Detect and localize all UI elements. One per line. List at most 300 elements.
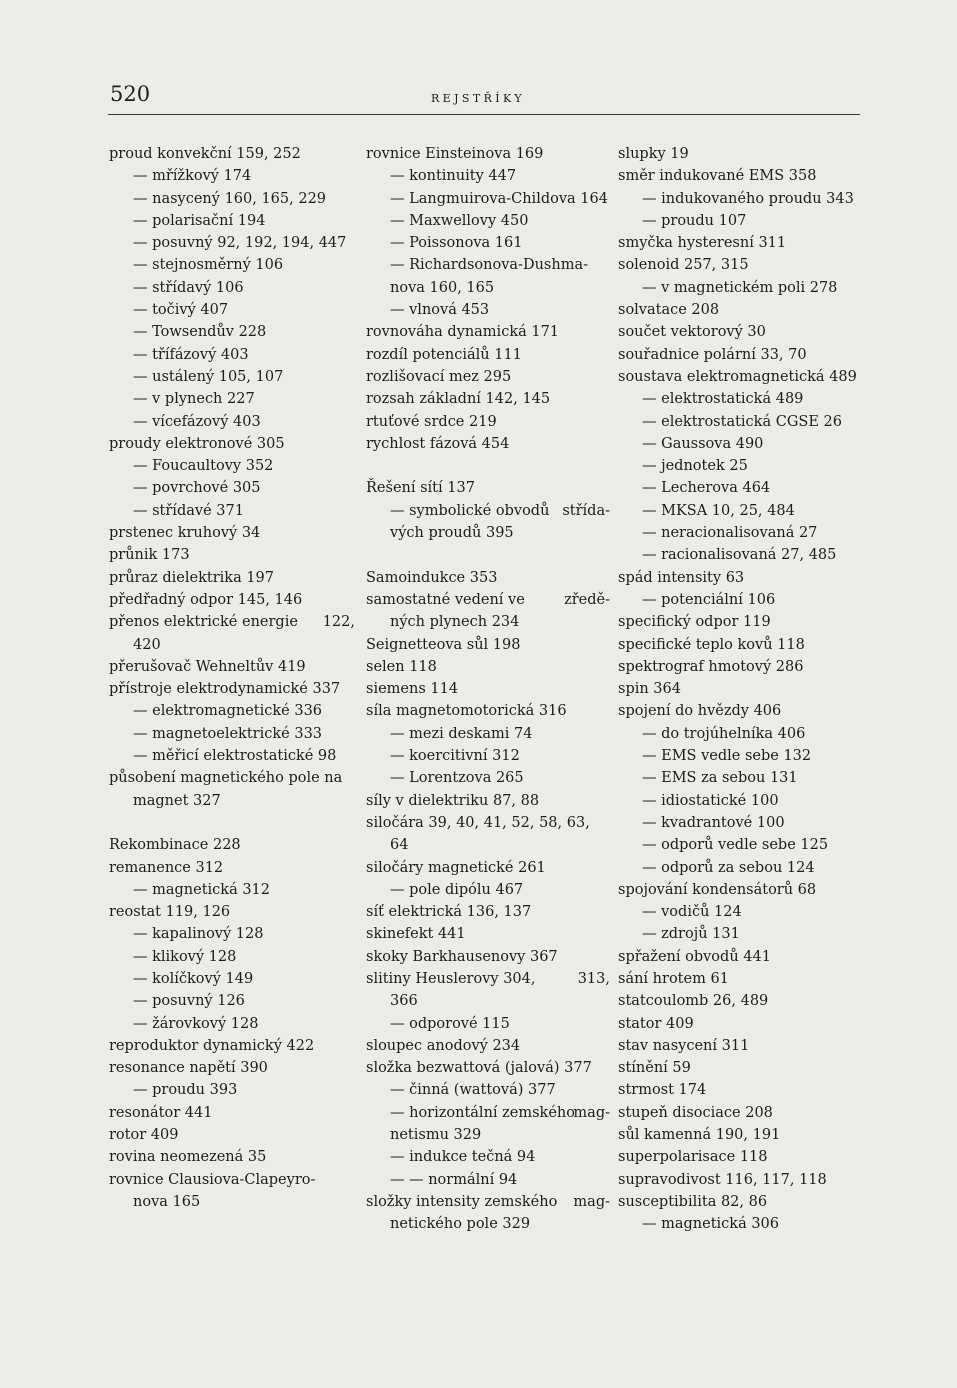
index-entry [618,1169,868,1191]
entry-text: spád intensity 63 [618,569,745,586]
index-entry [109,522,355,544]
index-entry [618,165,868,187]
entry-text: síly v dielektriku 87, 88 [366,792,540,809]
entry-text: rovina neomezená 35 [109,1149,267,1166]
entry-text: — střídavý 106 [133,279,244,296]
section-gap [109,812,355,834]
entry-text: — potenciální 106 [642,591,776,608]
entry-text: — Maxwellovy 450 [390,212,529,229]
entry-text: — měřicí elektrostatické 98 [133,748,337,765]
entry-text-continued: mag- [573,1193,610,1210]
index-subentry [109,990,355,1012]
entry-text: prstenec kruhový 34 [109,525,261,542]
entry-text: statcoulomb 26, 489 [618,993,769,1010]
entry-text: rotor 409 [109,1127,179,1144]
entry-text: — indukce tečná 94 [390,1149,536,1166]
entry-text: proud konvekční 159, 252 [109,146,301,162]
index-entry [109,433,355,455]
index-subentry [366,165,610,187]
index-entry [366,388,610,410]
entry-text: — v plynech 227 [133,391,255,408]
index-subentry [366,277,610,299]
entry-text: — posuvný 92, 192, 194, 447 [133,235,347,252]
entry-text: — vlnová 453 [390,302,490,319]
index-subentry [109,455,355,477]
index-entry [618,879,868,901]
index-subentry [366,1146,610,1168]
entry-text: stator 409 [618,1015,694,1032]
index-subentry [109,411,355,433]
index-subentry [618,455,868,477]
entry-text: — polarisační 194 [133,212,266,229]
entry-text: — kolíčkový 149 [133,970,254,987]
entry-text: — žárovkový 128 [133,1015,259,1032]
entry-text: — činná (wattová) 377 [390,1082,556,1099]
index-subentry [366,254,610,276]
entry-text: rozlišovací mez 295 [366,368,512,385]
index-subentry [618,433,868,455]
entry-text: složky intensity zemského [366,1193,558,1210]
entry-text: působení magnetického pole na [109,770,343,787]
index-subentry [109,388,355,410]
entry-text-continued: 122, [322,614,355,631]
index-subentry [109,745,355,767]
index-entry [618,366,868,388]
entry-text: rtuťové srdce 219 [366,413,497,430]
entry-text: proudy elektronové 305 [109,435,285,452]
entry-text: siločáry magnetické 261 [366,859,546,876]
index-entry [366,411,610,433]
index-subentry [366,723,610,745]
index-subentry [109,299,355,321]
entry-text: rychlost fázová 454 [366,435,510,452]
index-entry [109,678,355,700]
entry-text: spojování kondensátorů 68 [618,881,817,898]
entry-text: supravodivost 116, 117, 118 [618,1171,827,1188]
index-entry [109,544,355,566]
index-entry [109,767,355,789]
index-entry [109,1169,355,1191]
entry-text: — vodičů 124 [642,904,742,921]
index-subentry [366,1213,610,1235]
index-entry [109,567,355,589]
index-subentry [109,1079,355,1101]
entry-text: spojení do hvězdy 406 [618,703,782,720]
index-subentry [109,254,355,276]
entry-text: — — normální 94 [390,1171,518,1188]
index-subentry [618,210,868,232]
index-subentry [618,277,868,299]
entry-text: součet vektorový 30 [618,324,766,341]
entry-text: stínění 59 [618,1060,691,1077]
index-entry [366,1035,610,1057]
entry-text: superpolarisace 118 [618,1149,768,1166]
index-subentry [366,232,610,254]
entry-text: předřadný odpor 145, 146 [109,591,303,608]
index-subentry [109,923,355,945]
index-entry [618,968,868,990]
index-entry [109,1035,355,1057]
entry-text: — elektrostatická CGSE 26 [642,413,842,430]
index-entry [366,656,610,678]
entry-text: síť elektrická 136, 137 [366,904,532,921]
index-column-2 [366,143,610,1236]
index-entry [109,656,355,678]
index-entry [366,678,610,700]
entry-text: — magnetická 312 [133,881,271,898]
entry-text: specifické teplo kovů 118 [618,636,805,653]
index-entry [618,1146,868,1168]
index-subentry [109,634,355,656]
page-header [108,82,860,116]
index-entry [366,700,610,722]
entry-text: — symbolické obvodů [390,502,550,519]
entry-text: — zdrojů 131 [642,926,740,943]
index-subentry [366,1124,610,1146]
index-subentry [366,1169,610,1191]
entry-text: — MKSA 10, 25, 484 [642,502,795,519]
entry-text: — EMS vedle sebe 132 [642,748,812,765]
index-subentry [366,1102,610,1124]
index-entry [618,700,868,722]
entry-text: — Langmuirova-Childova 164 [390,190,608,207]
entry-text: — kapalinový 128 [133,926,264,943]
entry-text: — nasycený 160, 165, 229 [133,190,327,207]
index-subentry [618,388,868,410]
index-entry [618,990,868,1012]
index-entry [366,968,610,990]
index-subentry [366,879,610,901]
index-subentry [366,990,610,1012]
index-entry [366,344,610,366]
entry-text: Seignetteova sůl 198 [366,636,521,653]
index-entry [618,611,868,633]
page-number: 520 [110,82,151,106]
index-subentry [618,589,868,611]
index-subentry [366,767,610,789]
entry-text: Rekombinace 228 [109,837,241,854]
entry-text: nova 160, 165 [390,279,495,296]
entry-text: slitiny Heuslerovy 304, [366,970,536,987]
index-entry [366,366,610,388]
index-entry [109,1146,355,1168]
entry-text: selen 118 [366,658,437,675]
entry-text: spřažení obvodů 441 [618,948,771,965]
entry-text: Samoindukce 353 [366,569,498,586]
index-subentry [109,500,355,522]
section-gap [366,455,610,477]
index-subentry [109,344,355,366]
entry-text: — odporů vedle sebe 125 [642,837,829,854]
entry-text: směr indukované EMS 358 [618,168,817,185]
entry-text: reproduktor dynamický 422 [109,1037,315,1054]
index-subentry [618,901,868,923]
entry-text: sloupec anodový 234 [366,1037,521,1054]
entry-text: — Richardsonova-Dushma- [390,257,588,274]
entry-text: rovnice Clausiova-Clapeyro- [109,1171,316,1188]
index-subentry [109,277,355,299]
entry-text: — odporů za sebou 124 [642,859,815,876]
entry-text: — horizontální zemského [390,1104,575,1121]
entry-text: — posuvný 126 [133,993,245,1010]
index-subentry [366,210,610,232]
entry-text: stupeň disociace 208 [618,1104,773,1121]
entry-text: — magnetoelektrické 333 [133,725,323,742]
index-entry [618,1035,868,1057]
entry-text: — mřížkový 174 [133,168,252,185]
entry-text: Řešení sítí 137 [366,480,475,497]
index-subentry [109,366,355,388]
entry-text-continued: 313, [577,970,610,987]
entry-text: netismu 329 [390,1127,482,1144]
entry-text: nova 165 [133,1193,201,1210]
entry-text: — EMS za sebou 131 [642,770,798,787]
entry-text: — Towsendův 228 [133,324,267,341]
index-subentry [366,522,610,544]
entry-text: — Foucaultovy 352 [133,458,274,475]
entry-text: — mezi deskami 74 [390,725,533,742]
entry-text: rozsah základní 142, 145 [366,391,551,408]
entry-text: netického pole 329 [390,1216,531,1233]
index-subentry [109,700,355,722]
entry-text-continued: střída- [562,502,610,519]
entry-text: rovnováha dynamická 171 [366,324,560,341]
index-subentry [366,611,610,633]
entry-text: průnik 173 [109,547,190,564]
index-entry [618,143,868,165]
entry-text: — odporové 115 [390,1015,510,1032]
entry-text: složka bezwattová (jalová) 377 [366,1060,592,1077]
index-subentry [109,723,355,745]
index-entry [366,812,610,834]
index-subentry [109,968,355,990]
index-entry [618,656,868,678]
index-entry [366,1191,610,1213]
entry-text: — Poissonova 161 [390,235,523,252]
entry-text: 366 [390,993,418,1010]
index-subentry [618,745,868,767]
entry-text: — koercitivní 312 [390,748,520,765]
index-entry [618,678,868,700]
index-subentry [618,544,868,566]
section-gap [366,544,610,566]
header-rule [108,114,860,115]
index-subentry [109,321,355,343]
index-entry [618,232,868,254]
index-subentry [366,1013,610,1035]
running-title: REJSTŘÍKY [431,92,526,105]
index-subentry [109,790,355,812]
entry-text: — Lecherova 464 [642,480,771,497]
entry-text: — v magnetickém poli 278 [642,279,838,296]
index-column-1 [109,143,355,1213]
index-entry [618,1124,868,1146]
index-entry [618,1191,868,1213]
index-subentry [618,411,868,433]
entry-text: — Gaussova 490 [642,435,764,452]
index-entry [109,1102,355,1124]
index-entry [366,1057,610,1079]
entry-text-continued: mag- [573,1104,610,1121]
index-entry [109,589,355,611]
index-subentry [366,745,610,767]
index-entry [618,1013,868,1035]
entry-text: — stejnosměrný 106 [133,257,284,274]
entry-text: resonátor 441 [109,1104,213,1121]
entry-text: siemens 114 [366,681,459,698]
index-entry [366,477,610,499]
entry-text: — proudu 393 [133,1082,238,1099]
index-subentry [618,767,868,789]
entry-text: — pole dipólu 467 [390,881,524,898]
entry-text: resonance napětí 390 [109,1060,268,1077]
index-subentry [618,923,868,945]
entry-text: spin 364 [618,681,681,698]
entry-text: remanence 312 [109,859,224,876]
index-entry [366,857,610,879]
index-subentry [109,1191,355,1213]
entry-text: — točivý 407 [133,302,229,319]
index-entry [618,1057,868,1079]
entry-text: spektrograf hmotový 286 [618,658,804,675]
entry-text: 64 [390,837,409,854]
entry-text: sání hrotem 61 [618,970,729,987]
index-entry [366,790,610,812]
index-entry [618,321,868,343]
entry-text: solenoid 257, 315 [618,257,749,274]
entry-text: — povrchové 305 [133,480,261,497]
entry-text: — magnetická 306 [642,1216,780,1233]
index-subentry [618,500,868,522]
entry-text: — elektrostatická 489 [642,391,804,408]
entry-text: — do trojúhelníka 406 [642,725,806,742]
entry-text: — neracionalisovaná 27 [642,525,818,542]
entry-text: — třífázový 403 [133,346,249,363]
index-subentry [109,879,355,901]
entry-text: samostatné vedení ve [366,591,525,608]
index-subentry [109,477,355,499]
entry-text-continued: zředě- [564,591,610,608]
index-entry [618,634,868,656]
index-entry [109,143,355,165]
entry-text: — racionalisovaná 27, 485 [642,547,837,564]
index-subentry [109,165,355,187]
index-subentry [618,857,868,879]
entry-text: skinefekt 441 [366,926,466,943]
index-subentry [618,477,868,499]
index-entry [366,567,610,589]
index-entry [366,321,610,343]
entry-text: — kvadrantové 100 [642,814,785,831]
index-entry [366,589,610,611]
index-entry [366,946,610,968]
index-entry [618,1079,868,1101]
entry-text: přenos elektrické energie [109,614,298,631]
entry-text: smyčka hysteresní 311 [618,235,787,252]
entry-text: stav nasycení 311 [618,1037,750,1054]
index-entry [109,1057,355,1079]
index-entry [109,1124,355,1146]
index-entry [109,857,355,879]
entry-text: strmost 174 [618,1082,707,1099]
entry-text: — kontinuity 447 [390,168,517,185]
entry-text: 420 [133,636,161,653]
index-subentry [366,834,610,856]
entry-text: — Lorentzova 265 [390,770,524,787]
index-subentry [109,946,355,968]
entry-text: přístroje elektrodynamické 337 [109,681,341,698]
index-subentry [366,299,610,321]
entry-text: souřadnice polární 33, 70 [618,346,807,363]
index-entry [618,344,868,366]
entry-text: susceptibilita 82, 86 [618,1193,768,1210]
index-entry [618,1102,868,1124]
index-entry [618,567,868,589]
entry-text: přerušovač Wehneltův 419 [109,658,306,675]
entry-text: — indukovaného proudu 343 [642,190,854,207]
entry-text: magnet 327 [133,792,221,809]
entry-text: vých proudů 395 [390,525,514,542]
index-subentry [366,500,610,522]
index-subentry [109,232,355,254]
index-subentry [618,834,868,856]
index-subentry [366,1079,610,1101]
entry-text: — idiostatické 100 [642,792,779,809]
index-entry [366,923,610,945]
index-subentry [366,188,610,210]
entry-text: soustava elektromagnetická 489 [618,368,857,385]
index-subentry [109,1013,355,1035]
entry-text: — elektromagnetické 336 [133,703,323,720]
index-entry [366,634,610,656]
index-entry [366,143,610,165]
index-entry [618,254,868,276]
index-entry [109,611,355,633]
entry-text: sůl kamenná 190, 191 [618,1127,781,1144]
index-subentry [618,1213,868,1235]
entry-text: — vícefázový 403 [133,413,261,430]
entry-text: — střídavé 371 [133,502,244,519]
entry-text: skoky Barkhausenovy 367 [366,948,558,965]
index-subentry [109,188,355,210]
index-entry [366,901,610,923]
index-entry [618,299,868,321]
entry-text: rovnice Einsteinova 169 [366,146,544,162]
index-subentry [618,790,868,812]
index-subentry [109,210,355,232]
index-entry [366,433,610,455]
entry-text: — klikový 128 [133,948,237,965]
entry-text: siločára 39, 40, 41, 52, 58, 63, [366,814,590,831]
index-subentry [618,188,868,210]
entry-text: specifický odpor 119 [618,614,771,631]
index-subentry [618,812,868,834]
entry-text: ných plynech 234 [390,614,520,631]
index-column-3 [618,143,868,1236]
index-entry [109,901,355,923]
index-entry [109,834,355,856]
entry-text: — ustálený 105, 107 [133,368,284,385]
index-subentry [618,723,868,745]
entry-text: síla magnetomotorická 316 [366,703,567,720]
entry-text: — jednotek 25 [642,458,748,475]
entry-text: — proudu 107 [642,212,747,229]
entry-text: slupky 19 [618,146,689,162]
entry-text: rozdíl potenciálů 111 [366,346,522,363]
entry-text: průraz dielektrika 197 [109,569,274,586]
entry-text: reostat 119, 126 [109,904,231,921]
index-subentry [618,522,868,544]
